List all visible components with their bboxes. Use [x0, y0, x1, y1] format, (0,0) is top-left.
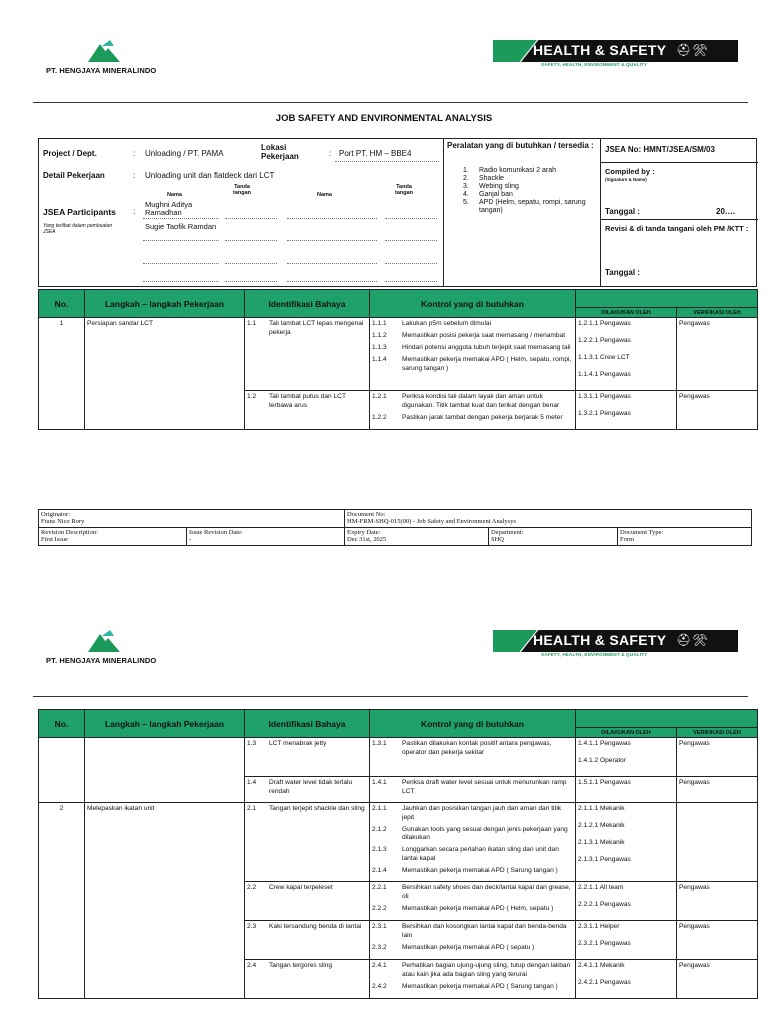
- control-text: Memastikan pekerja memakai APD ( Helm, sepatu ): [402, 904, 554, 912]
- control-number: 1.1.2: [372, 331, 387, 339]
- control-text: Memastikan posisi pekerja saat memasang / menambat: [402, 331, 566, 339]
- company-name: PT. HENGJAYA MINERALINDO: [46, 656, 157, 665]
- verified-by-cell: Pengawas: [677, 882, 758, 921]
- compiled-by: Compiled by :: [605, 167, 655, 176]
- performed-by-cell: [576, 802, 677, 881]
- hazard-number: 2.4: [247, 962, 257, 970]
- banner-subtitle: SAFETY, HEALTH, ENVIRONMENT & QUALITY: [541, 652, 648, 657]
- col-langkah: Langkah – langkah Pekerjaan: [85, 290, 245, 318]
- control-cell: [370, 391, 576, 430]
- step-number: 2: [39, 802, 85, 998]
- performed-by: 1.4.1.1 Pengawas: [578, 740, 631, 747]
- col-langkah: Langkah – langkah Pekerjaan: [85, 710, 245, 738]
- col-nama-1: Nama: [167, 192, 182, 198]
- performed-by-cell: [576, 391, 677, 430]
- hazard-number: 1.3: [247, 740, 257, 747]
- hazard-cell: [245, 921, 370, 960]
- mountain-logo-icon: [84, 630, 124, 654]
- peralatan-item: Radio komunikasi 2 arah: [479, 167, 557, 174]
- document-title: JOB SAFETY AND ENVIRONMENTAL ANALYSIS: [275, 113, 493, 124]
- performed-by: 1.3.1.1 Pengawas: [578, 393, 631, 400]
- control-number: 2.1.4: [372, 867, 387, 875]
- table-row: [39, 318, 758, 391]
- hazard-number: 1.4: [247, 779, 257, 786]
- hazard-text: LCT menabrak jetty: [269, 740, 327, 747]
- col-nama-2: Nama: [317, 192, 332, 198]
- control-text: Memastikan pekerja memakai APD ( Sarung tangan ): [402, 982, 558, 990]
- control-cell: [370, 882, 576, 921]
- health-safety-banner: [493, 630, 738, 658]
- control-text: Gunakan tools yang sesuai dengan jenis pekerjaan yang dilakukan: [402, 825, 568, 842]
- dept-label: Department:: [491, 528, 524, 536]
- performed-by: 1.1.3.1 Crew LCT: [578, 354, 630, 361]
- control-text: Memastikan pekerja memakai APD ( Sarung tangan ): [402, 867, 558, 875]
- performed-by: 1.4.1.2 Operator: [578, 757, 627, 764]
- banner-title: HEALTH & SAFETY: [533, 42, 667, 58]
- revdesc-label: Revision Description:: [41, 528, 98, 536]
- col-no: No.: [39, 290, 85, 318]
- document-footer: [38, 509, 752, 546]
- lokasi-label: Lokasi Pekerjaan: [261, 143, 299, 161]
- docno-label: Document No:: [347, 511, 386, 518]
- performed-by: 1.2.1.1 Pengawas: [578, 320, 631, 327]
- peralatan-item: Shackle: [479, 175, 504, 183]
- control-number: 1.4.1: [372, 779, 387, 786]
- col-dilakukan: DILAKUKAN OLEH: [576, 728, 677, 738]
- project-label: Project / Dept.: [43, 149, 97, 158]
- performed-by: 2.1.1.1 Mekanik: [578, 804, 625, 812]
- col-verifikasi: VERIFIKASI OLEH: [677, 728, 758, 738]
- originator-label: Originator:: [41, 511, 70, 518]
- performed-by: 2.4.1.1 Mekanik: [578, 962, 625, 970]
- company-logo: [46, 630, 176, 680]
- safety-icons: ⛑⚒: [676, 43, 709, 57]
- performed-by-cell: [576, 882, 677, 921]
- control-text: Jauhkan dan posisikan tangan jauh dan aman dari titik jepit: [402, 804, 562, 821]
- hazard-number: 2.3: [247, 923, 257, 931]
- col-dilakukan: DILAKUKAN OLEH: [576, 308, 677, 318]
- peralatan-item: Webing sling: [479, 183, 519, 191]
- mountain-logo-icon: [84, 40, 124, 64]
- control-cell: [370, 318, 576, 391]
- control-cell: [370, 802, 576, 881]
- performed-by: 2.1.2.1 Mekanik: [578, 821, 625, 829]
- step-description: [85, 738, 245, 803]
- verified-by-cell: [677, 802, 758, 881]
- banner-title: HEALTH & SAFETY: [533, 632, 667, 648]
- control-text: Hindari potensi anggota tubuh terjepit saat memasang tali: [402, 343, 571, 351]
- control-number: 2.2.2: [372, 904, 387, 912]
- page-header-1: [0, 40, 768, 100]
- control-cell: [370, 777, 576, 803]
- peralatan-label: Peralatan yang di butuhkan / tersedia :: [447, 141, 594, 150]
- hazard-cell: [245, 882, 370, 921]
- hazard-number: 1.1: [247, 320, 257, 327]
- hazard-cell: [245, 738, 370, 777]
- performed-by-cell: [576, 777, 677, 803]
- performed-by: 1.3.2.1 Pengawas: [578, 410, 631, 417]
- verified-by-cell: Pengawas: [677, 777, 758, 803]
- col-kontrol: Kontrol yang di butuhkan: [370, 290, 576, 318]
- control-text: Pastikan jarak tambat dengan pekerja berjarak 5 meter: [402, 413, 563, 421]
- control-number: 2.1.2: [372, 825, 387, 833]
- performed-by: 2.2.1.1 All team: [578, 884, 624, 892]
- performed-by: 2.4.2.1 Pengawas: [578, 979, 631, 987]
- performed-by: 2.3.2.1 Pengawas: [578, 940, 631, 948]
- col-tanda-1: Tanda tangan: [232, 184, 252, 197]
- peralatan-list: 1. Radio komunikasi 2 arah 2. Shackle 3. Webing sling 4. Ganjal ban 5. APD (Helm, sepatu, rompi, sarung tangan): [463, 167, 597, 215]
- header-divider: [33, 696, 748, 697]
- step-description: Melepaskan ikatan unit: [85, 802, 245, 998]
- control-text: Memastikan pekerja memakai APD ( sepatu ): [402, 943, 535, 951]
- revdesc-value: First Issue: [41, 536, 68, 544]
- participants-label: JSEA Participants: [43, 207, 116, 217]
- control-text: Memastikan pekerja memakai APD ( Helm, sepatu, rompi, sarung tangan ): [402, 355, 572, 372]
- page-header-2: [0, 630, 768, 690]
- detail-label: Detail Pekerjaan: [43, 171, 105, 180]
- control-number: 2.4.1: [372, 962, 387, 970]
- control-number: 1.2.2: [372, 413, 387, 421]
- col-no: No.: [39, 710, 85, 738]
- hazard-text: Kaki tersandung benda di lantai: [269, 923, 362, 931]
- issue-value: -: [189, 536, 192, 544]
- hazard-text: Tali tambat LCT lepas mengenai pekerja: [269, 320, 364, 336]
- performed-by: 2.1.3.1 Mekanik: [578, 838, 625, 846]
- performed-by: 1.5.1.1 Pengawas: [578, 779, 631, 786]
- performed-by: 2.2.2.1 Pengawas: [578, 901, 631, 909]
- hazard-cell: [245, 960, 370, 999]
- col-bahaya: Identifikasi Bahaya: [245, 290, 370, 318]
- type-label: Document Type:: [620, 528, 664, 536]
- lokasi-value: Port PT. HM – BBE4: [339, 149, 412, 158]
- banner-subtitle: SAFETY, HEALTH, ENVIRONMENT & QUALITY: [541, 62, 648, 67]
- control-number: 1.2.1: [372, 393, 387, 400]
- verified-by-cell: Pengawas: [677, 960, 758, 999]
- step-number: [39, 738, 85, 803]
- jsea-info-box: Project / Dept. : Unloading / PT. PAMA Lokasi Pekerjaan : Port PT. HM – BBE4 Detail Pekerjaan : Unloading unit dan flatdeck dari LCT JSEA Participants : Yang terlibat dalam pembuatan JSEA Nama Tanda tangan Nama Tanda tangan Mughni Aditya Ramadhan Sugie Taofik Ramdan Peralatan yang di butuhkan / tersedia : 1. Radio komunikasi 2 arah 2. Shackle 3. Webing sling 4. Ganjal ban 5. APD (Helm, sepatu, rompi, sarung tangan) JSEA No: HMNT/JSEA/SM/03 Compiled by : (Signature & Name) Tanggal : 20…. Revisi & di tanda tangani oleh PM /KTT : Tanggal :: [38, 138, 757, 287]
- control-number: 1.1.1: [372, 320, 387, 327]
- performed-by: 1.1.4.1 Pengawas: [578, 371, 631, 378]
- safety-icons: ⛑⚒: [676, 633, 709, 647]
- col-bahaya: Identifikasi Bahaya: [245, 710, 370, 738]
- control-number: 2.1.3: [372, 846, 387, 854]
- control-text: Bersihkan dan kosongkan lantai kapal dari benda-benda lain: [402, 923, 567, 939]
- hazard-text: Crew kapal terpeleset: [269, 884, 333, 892]
- company-name: PT. HENGJAYA MINERALINDO: [46, 66, 157, 75]
- control-number: 1.1.3: [372, 343, 387, 351]
- revisi-label: Revisi & di tanda tangani oleh PM /KTT :: [605, 224, 749, 233]
- participant-1: Mughni Aditya Ramadhan: [145, 200, 193, 217]
- hazard-cell: [245, 777, 370, 803]
- hazard-number: 2.2: [247, 884, 257, 892]
- control-number: 1.3.1: [372, 740, 387, 747]
- performed-by: 1.2.2.1 Pengawas: [578, 337, 631, 344]
- docno-value: HM-FRM-SHQ-015(00) - Job Safety and Environment Analysys: [347, 518, 516, 526]
- control-number: 2.2.1: [372, 884, 387, 892]
- control-number: 2.3.2: [372, 943, 387, 951]
- peralatan-item: Ganjal ban: [479, 191, 513, 199]
- performed-by-cell: [576, 960, 677, 999]
- hazard-text: Draft water level tidak terlalu rendah: [269, 779, 353, 795]
- control-text: Bersihkan safety shoes dan deck/lantai kapal dari grease, oli: [402, 884, 571, 900]
- control-text: Pastikan dilakukan kontak positif antara pengawas, operator dan pekerja sekitar: [402, 740, 552, 756]
- table-row: [39, 802, 758, 881]
- hazard-cell: [245, 391, 370, 430]
- col-tanda-2: Tanda tangan: [394, 184, 414, 197]
- hazard-cell: [245, 802, 370, 881]
- expiry-label: Expiry Date:: [347, 528, 381, 536]
- peralatan-item: APD (Helm, sepatu, rompi, sarung tangan): [479, 199, 586, 215]
- control-cell: [370, 960, 576, 999]
- participants-note: Yang terlibat dalam pembuatan JSEA: [43, 223, 113, 235]
- performed-by-cell: [576, 738, 677, 777]
- col-verifikasi: VERIFIKASI OLEH: [677, 308, 758, 318]
- hazard-number: 1.2: [247, 393, 257, 400]
- col-kontrol: Kontrol yang di butuhkan: [370, 710, 576, 738]
- project-value: Unloading / PT. PAMA: [145, 149, 224, 158]
- tanggal2-label: Tanggal :: [605, 268, 640, 277]
- control-text: Perhatikan bagian ujung-ujung sling, tutup dengan lakban atau kain jika ada bagian sling yang terurai: [402, 962, 571, 978]
- control-text: Lakukan p5m sebelum dimulai: [402, 320, 492, 327]
- dept-value: SHQ: [491, 536, 505, 544]
- hazard-text: Tangan tergores sling: [269, 962, 333, 970]
- control-cell: [370, 921, 576, 960]
- hazard-cell: [245, 318, 370, 391]
- jsea-table-page1: [38, 289, 758, 430]
- control-text: Periksa draft water level sesuai untuk menurunkan ramp LCT: [402, 779, 567, 795]
- performed-by-cell: [576, 318, 677, 391]
- hazard-number: 2.1: [247, 804, 257, 812]
- control-cell: [370, 738, 576, 777]
- compiled-note: (Signature & Name): [605, 177, 647, 182]
- tanggal-label: Tanggal :: [605, 207, 640, 216]
- control-text: Periksa kondisi tali dalam layak dan aman untuk digunakan. Titik tambat kuat dan terikat dengan benar: [402, 393, 560, 409]
- control-number: 2.4.2: [372, 982, 387, 990]
- expiry-value: Dec 31st, 2025: [347, 536, 387, 544]
- jsea-number: JSEA No: HMNT/JSEA/SM/03: [605, 145, 715, 154]
- performed-by: 2.1.3.1 Pengawas: [578, 855, 631, 863]
- table-row: [39, 738, 758, 777]
- hazard-text: Tali tambat putus dan LCT terbawa arus: [269, 393, 346, 409]
- step-description: Persiapan sandar LCT: [85, 318, 245, 430]
- control-text: Longgarkan secara perlahan ikatan sling dari unit dan lantai kapal: [402, 846, 559, 863]
- detail-value: Unloading unit dan flatdeck dari LCT: [145, 171, 275, 180]
- company-logo: [46, 40, 176, 90]
- performed-by: 2.3.1.1 Helper: [578, 923, 620, 931]
- originator-value: Frans Nico Rory: [41, 518, 85, 526]
- hazard-text: Tangan terjepit shackle dan sling: [269, 804, 365, 812]
- verified-by-cell: Pengawas: [677, 391, 758, 430]
- control-number: 2.1.1: [372, 804, 387, 812]
- verified-by-cell: Pengawas: [677, 921, 758, 960]
- step-number: 1: [39, 318, 85, 430]
- verified-by-cell: Pengawas: [677, 318, 758, 391]
- verified-by-cell: Pengawas: [677, 738, 758, 777]
- control-number: 1.1.4: [372, 355, 387, 363]
- participant-2: Sugie Taofik Ramdan: [145, 222, 217, 231]
- issue-label: Issue Revision Date:: [189, 528, 243, 536]
- header-divider: [33, 102, 748, 103]
- tanggal-value: 20….: [716, 207, 736, 216]
- health-safety-banner: [493, 40, 738, 68]
- type-value: Form: [620, 536, 635, 544]
- control-number: 2.3.1: [372, 923, 387, 931]
- jsea-table-page2: [38, 709, 758, 999]
- performed-by-cell: [576, 921, 677, 960]
